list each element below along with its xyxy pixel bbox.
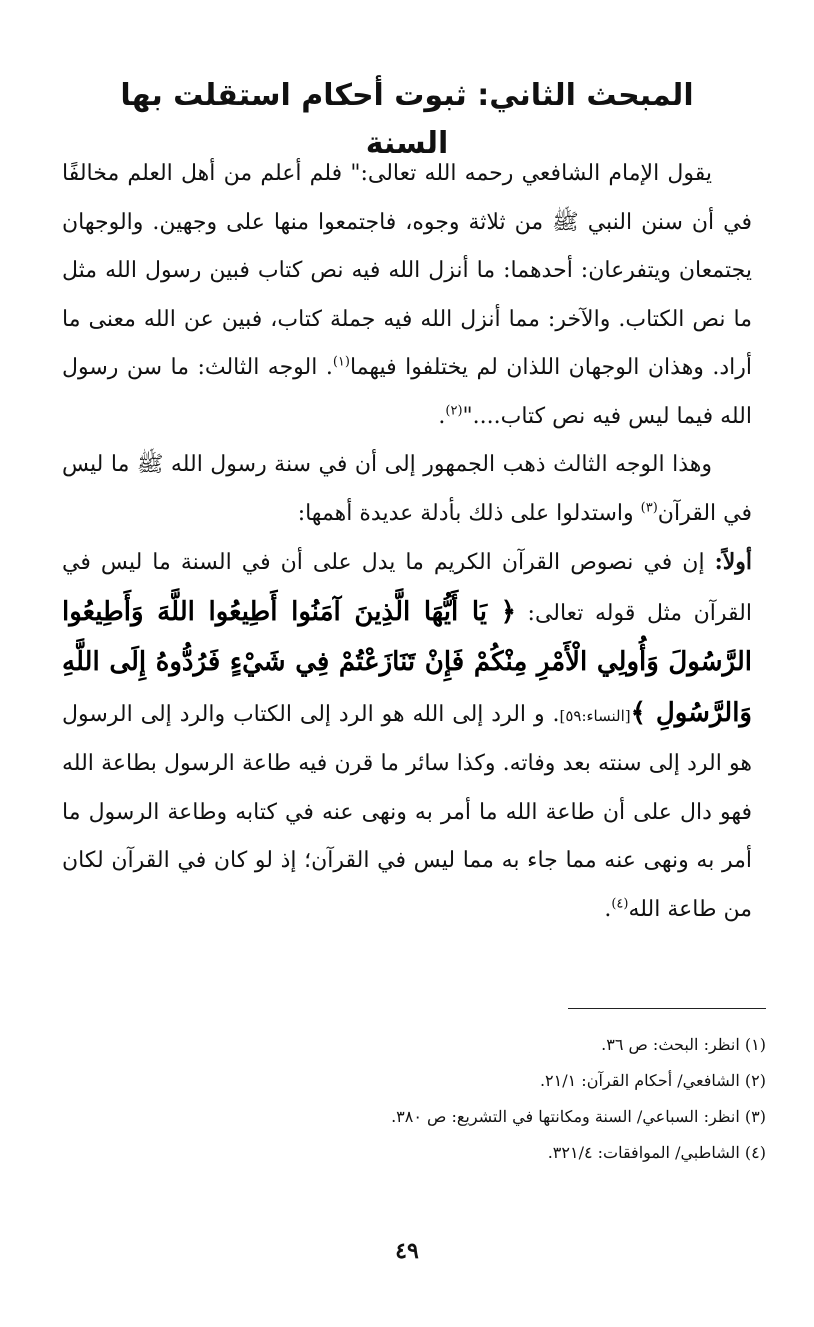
verse-reference: [النساء:٥٩] xyxy=(559,706,631,725)
majority-text-part-1: وهذا الوجه الثالث ذهب الجمهور إلى أن في سنة رسول الله ﷺ ما ليس في القرآن xyxy=(62,452,752,526)
majority-text-part-2: واستدلوا على ذلك بأدلة عديدة أهمها: xyxy=(297,500,641,526)
footnote-separator xyxy=(568,1008,766,1009)
quote-text-part-3: . xyxy=(438,403,446,429)
paragraph-shafii-quote xyxy=(62,150,752,441)
footnote-item-4: (٤) الشاطبي/ الموافقات: ٣٢١/٤. xyxy=(547,1143,766,1162)
footnote-item-3: (٣) انظر: السباعي/ السنة ومكانتها في التشريع: ص ٣٨٠. xyxy=(391,1107,766,1126)
footnote-ref-2[interactable]: (٢) xyxy=(445,403,463,419)
page-number: ٤٩ xyxy=(395,1238,419,1264)
footnotes-list xyxy=(200,1027,766,1171)
quote-text-part-1: يقول الإمام الشافعي رحمه الله تعالى:" فلم أعلم من أهل العلم مخالفًا في أن سنن النبي ﷺ من ثلاثة وجوه، فاجتمعوا منها على وجهين. والوجهان يجتمعان ويتفرعان: أحدهما: ما أنزل الله فيه نص كتاب فبين رسول الله مثل ما نص الكتاب. والآخر: مما أنزل الله فيه جملة كتاب، فبين عن الله معنى ما أراد. وهذان الوجهان اللذان لم يختلفوا فيهما xyxy=(62,161,753,380)
evidence-text-part-2: . و الرد إلى الله هو الرد إلى الكتاب والرد إلى الرسول هو الرد إلى سنته بعد وفاته. وكذا سائر ما قرن فيه طاعة الرسول بطاعة الله فهو دال على أن طاعة الله ما أمر به ونهى عنه في كتابه وطاعة الرسول ما أمر به ونهى عنه مما جاء به مما ليس في القرآن؛ إذ لو كان في القرآن لكان من طاعة الله xyxy=(62,701,752,922)
quran-verse: ﴿ يَا أَيُّهَا الَّذِينَ آمَنُوا أَطِيعُوا اللَّهَ وَأَطِيعُوا الرَّسُولَ وَأُولِي الْأَمْرِ مِنْكُمْ فَإِنْ تَنَازَعْتُمْ فِي شَيْءٍ فَرُدُّوهُ إِلَى اللَّهِ وَالرَّسُولِ ﴾ xyxy=(62,596,752,728)
paragraph-majority-view xyxy=(62,441,752,538)
evidence-text-part-1: إن في نصوص القرآن الكريم ما يدل على أن في السنة ما ليس في القرآن مثل قوله تعالى: xyxy=(62,550,752,626)
body-text xyxy=(62,150,752,934)
footnote-item-2: (٢) الشافعي/ أحكام القرآن: ٢١/١. xyxy=(539,1071,766,1090)
footnote-item-1: (١) انظر: البحث: ص ٣٦. xyxy=(601,1035,766,1054)
footnote-ref-3[interactable]: (٣) xyxy=(640,500,658,516)
footnote-ref-1[interactable]: (١) xyxy=(332,354,350,370)
paragraph-first-evidence xyxy=(62,538,752,934)
evidence-label: أولاً: xyxy=(714,549,752,575)
section-heading: المبحث الثاني: ثبوت أحكام استقلت بها السنة xyxy=(120,78,694,161)
evidence-text-part-3: . xyxy=(604,896,612,922)
quote-text-part-2: . الوجه الثالث: ما سن رسول الله فيما ليس فيه نص كتاب...." xyxy=(62,355,752,429)
footnote-ref-4[interactable]: (٤) xyxy=(611,896,629,912)
